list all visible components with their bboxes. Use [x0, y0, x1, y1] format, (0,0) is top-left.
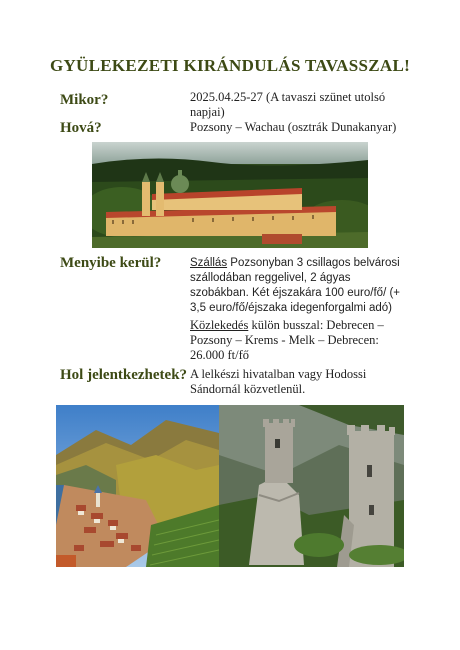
signup-answer: A lelkészi hivatalban vagy Hodossi Sándornál közvetlenül.: [190, 367, 367, 396]
lodging-text: Pozsonyban 3 csillagos belvárosi szállodában reggelivel, 2 ágyas szobákban. Két éjszakára 100 euro/fő/ (+ 3,5 euro/fő/éjszaka idegenforgalmi adó): [190, 257, 401, 314]
when-question: Mikor?: [60, 92, 109, 108]
transport-text: külön busszal: Debrecen – Pozsony – Krems - Melk – Debrecen: 26.000 ft/fő: [190, 318, 384, 362]
transport-label: Közlekedés: [190, 318, 249, 332]
wachau-village-photo: [56, 405, 219, 567]
melk-abbey-photo: [92, 142, 368, 248]
lodging-info: [190, 256, 405, 316]
when-answer: 2025.04.25-27 (A tavaszi szünet utolsó napjai): [190, 90, 386, 119]
lodging-label: Szállás: [190, 257, 228, 269]
cost-question: Menyibe kerül?: [60, 255, 162, 271]
transport-info: [190, 318, 410, 363]
signup-question: Hol jelentkezhetek?: [60, 367, 188, 383]
castle-ruins-photo: [219, 405, 404, 567]
where-question: Hová?: [60, 120, 102, 136]
page-title: GYÜLEKEZETI KIRÁNDULÁS TAVASSZAL!: [49, 56, 411, 75]
where-answer: Pozsony – Wachau (osztrák Dunakanyar): [190, 120, 397, 134]
